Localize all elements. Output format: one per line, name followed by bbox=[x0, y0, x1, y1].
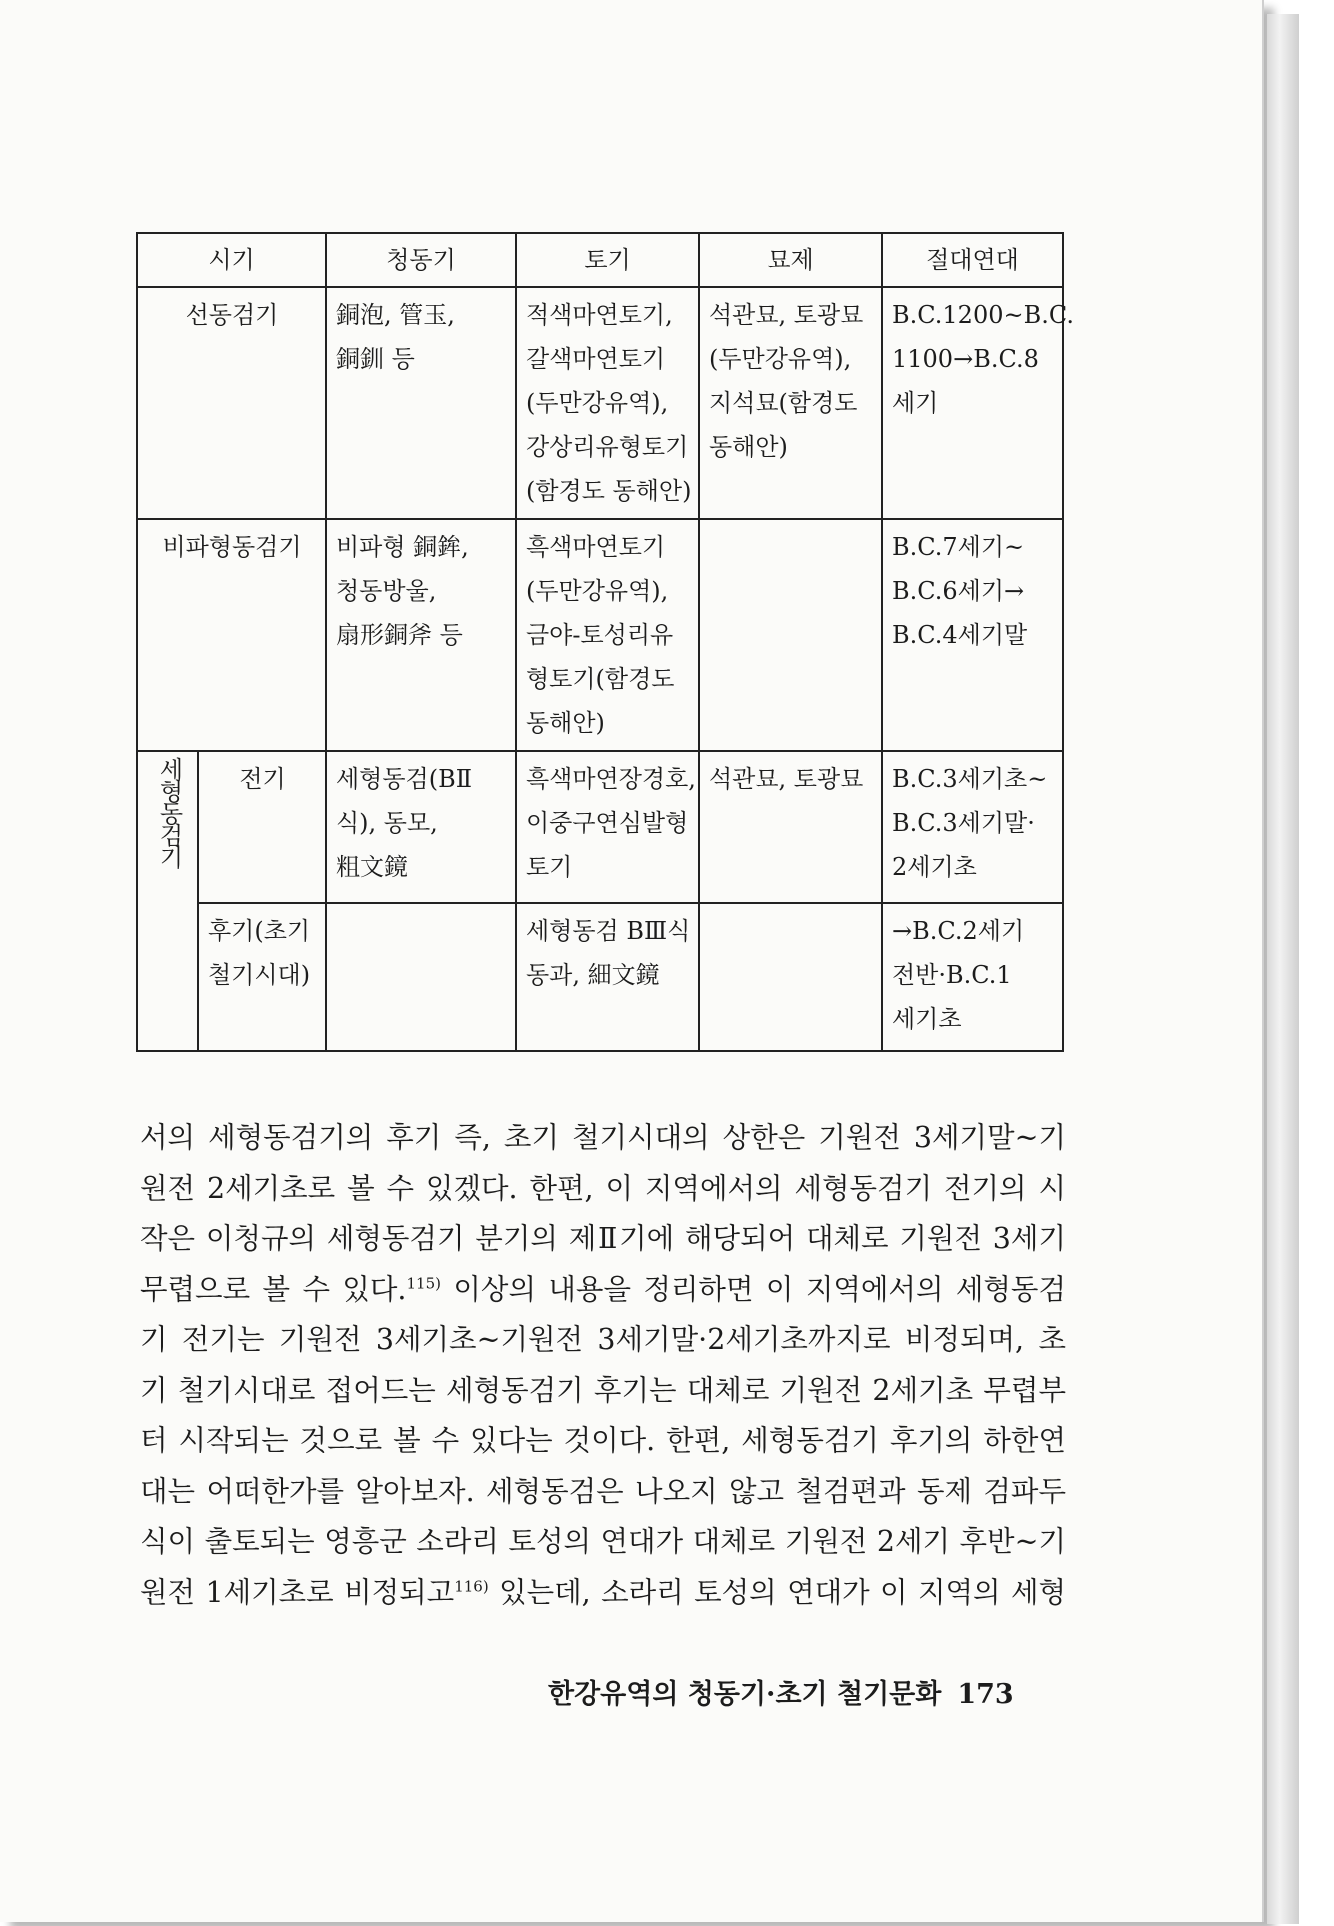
text-line: 작은 이청규의 세형동검기 분기의 제Ⅱ기에 해당되어 대체로 기원전 3세기 bbox=[140, 1222, 1066, 1255]
header-pottery: 토기 bbox=[516, 233, 699, 287]
period-cell: 후기(초기 철기시대) bbox=[198, 903, 326, 1051]
date-cell: B.C.1200~B.C. 1100→B.C.8 세기 bbox=[882, 287, 1063, 519]
text-line: 터 시작되는 것으로 볼 수 있다는 것이다. 한편, 세형동검기 후기의 하한연 bbox=[140, 1424, 1066, 1457]
burial-cell bbox=[699, 903, 882, 1051]
period-cell: 전기 bbox=[198, 751, 326, 903]
table-row bbox=[137, 903, 1063, 1051]
header-bronze: 청동기 bbox=[326, 233, 516, 287]
running-footer bbox=[548, 1672, 1014, 1711]
group-label: 세형동검기 bbox=[155, 757, 183, 867]
text-line: 기 철기시대로 접어드는 세형동검기 후기는 대체로 기원전 2세기초 무렵부 bbox=[140, 1373, 1066, 1407]
date-cell: →B.C.2세기 전반·B.C.1 세기초 bbox=[882, 903, 1063, 1051]
group-label-cell bbox=[137, 751, 198, 1051]
burial-cell: 석관묘, 토광묘 (두만강유역), 지석묘(함경도 동해안) bbox=[699, 287, 882, 519]
pottery-cell: 세형동검 BⅢ식 동과, 細文鏡 bbox=[516, 903, 699, 1051]
text-line: 기 전기는 기원전 3세기초~기원전 3세기말·2세기초까지로 비정되며, 초 bbox=[140, 1323, 1066, 1356]
text-line: 대는 어떠한가를 알아보자. 세형동검은 나오지 않고 철검편과 동제 검파두 bbox=[140, 1474, 1066, 1508]
chronology-table bbox=[136, 232, 1074, 1052]
pottery-cell: 적색마연토기, 갈색마연토기 (두만강유역), 강상리유형토기 (함경도 동해안) bbox=[516, 287, 699, 519]
table-row bbox=[137, 287, 1063, 519]
footnote-ref-115: 115) bbox=[406, 1274, 441, 1292]
date-cell: B.C.7세기~ B.C.6세기→ B.C.4세기말 bbox=[882, 519, 1063, 751]
body-paragraph bbox=[140, 1113, 1066, 1618]
table-row bbox=[137, 519, 1063, 751]
page-number: 173 bbox=[957, 1679, 1014, 1710]
header-date: 절대연대 bbox=[882, 233, 1063, 287]
bronze-cell: 세형동검(BⅡ 식), 동모, 粗文鏡 bbox=[326, 751, 516, 903]
burial-cell: 석관묘, 토광묘 bbox=[699, 751, 882, 903]
page-edge bbox=[1266, 14, 1299, 1924]
running-title: 한강유역의 청동기·초기 철기문화 bbox=[548, 1679, 942, 1710]
footnote-ref-116: 116) bbox=[454, 1577, 489, 1595]
text-line: 서의 세형동검기의 후기 즉, 초기 철기시대의 상한은 기원전 3세기말~기 bbox=[140, 1121, 1066, 1154]
table-row bbox=[137, 751, 1063, 903]
period-cell: 선동검기 bbox=[137, 287, 326, 519]
bronze-cell bbox=[326, 903, 516, 1051]
pottery-cell: 흑색마연장경호, 이중구연심발형 토기 bbox=[516, 751, 699, 903]
text-line: 원전 2세기초로 볼 수 있겠다. 한편, 이 지역에서의 세형동검기 전기의 시 bbox=[140, 1171, 1066, 1205]
pottery-cell: 흑색마연토기 (두만강유역), 금야-토성리유 형토기(함경도 동해안) bbox=[516, 519, 699, 751]
period-cell: 비파형동검기 bbox=[137, 519, 326, 751]
header-burial: 묘제 bbox=[699, 233, 882, 287]
header-period: 시기 bbox=[137, 233, 326, 287]
bronze-cell: 비파형 銅鉾, 청동방울, 扇形銅斧 등 bbox=[326, 519, 516, 751]
table-header-row bbox=[137, 233, 1063, 287]
burial-cell bbox=[699, 519, 882, 751]
date-cell: B.C.3세기초~ B.C.3세기말· 2세기초 bbox=[882, 751, 1063, 903]
text-line: 원전 1세기초로 비정되고$^{116)}$ 있는데, 소라리 토성의 연대가 이 지역의 세형 bbox=[140, 1575, 1067, 1609]
text-line: 무렵으로 볼 수 있다.$^{115)}$ 이상의 내용을 정리하면 이 지역에서의 세형동검 bbox=[140, 1272, 1066, 1306]
text-line: 식이 출토되는 영흥군 소라리 토성의 연대가 대체로 기원전 2세기 후반~기 bbox=[140, 1525, 1066, 1558]
bronze-cell: 銅泡, 管玉, 銅釧 등 bbox=[326, 287, 516, 519]
